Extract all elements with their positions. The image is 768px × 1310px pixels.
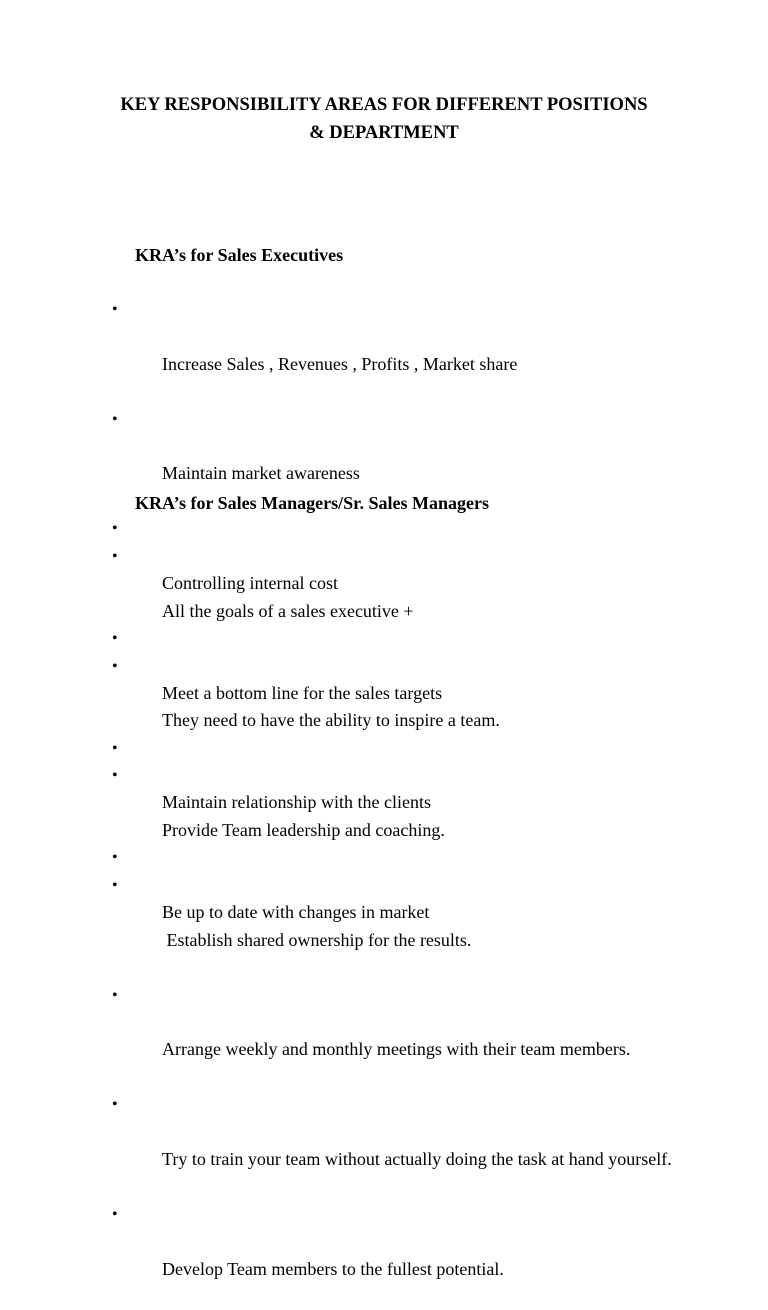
list-item-text: Increase Sales , Revenues , Profits , Market share bbox=[162, 353, 518, 374]
list-item-text: Develop Team members to the fullest potential. bbox=[162, 1258, 504, 1279]
list-item bbox=[0, 296, 675, 406]
bullet-icon: • bbox=[112, 876, 118, 894]
section-heading-sales-executives: KRA’s for Sales Executives bbox=[135, 245, 344, 265]
list-item-text: Maintain market awareness bbox=[162, 463, 360, 484]
list-item bbox=[0, 872, 675, 982]
list-item-text: Controlling internal cost bbox=[162, 573, 338, 594]
bullet-icon: • bbox=[112, 520, 118, 538]
list-item bbox=[0, 1091, 675, 1201]
list-item bbox=[0, 1201, 675, 1310]
list-item-text: All the goals of a sales executive + bbox=[162, 600, 414, 621]
bullet-icon: • bbox=[112, 1205, 118, 1223]
bullet-icon: • bbox=[112, 1096, 118, 1114]
bullet-icon: • bbox=[112, 739, 118, 757]
list-item-text: Try to train your team without actually doing the task at hand yourself. bbox=[162, 1148, 672, 1169]
list-item bbox=[0, 982, 675, 1092]
list-item-text: They need to have the ability to inspire a team. bbox=[162, 710, 500, 731]
list-item-text: Meet a bottom line for the sales targets bbox=[162, 682, 443, 703]
list-item bbox=[0, 653, 675, 763]
list-item-text: Be up to date with changes in market bbox=[162, 901, 430, 922]
list-item bbox=[0, 762, 675, 872]
list-item bbox=[0, 543, 675, 653]
list-item-text: Maintain relationship with the clients bbox=[162, 792, 431, 813]
bullet-icon: • bbox=[112, 301, 118, 318]
sales-managers-kra-list bbox=[0, 543, 768, 1310]
bullet-icon: • bbox=[112, 548, 118, 565]
bullet-icon: • bbox=[112, 410, 118, 428]
bullet-icon: • bbox=[112, 849, 118, 867]
document-title-line-2: & DEPARTMENT bbox=[309, 123, 459, 143]
document-title-line-1: KEY RESPONSIBILITY AREAS FOR DIFFERENT POSITIONS bbox=[120, 95, 648, 115]
list-item-text: Arrange weekly and monthly meetings with their team members. bbox=[162, 1039, 631, 1060]
section-heading-sales-managers: KRA’s for Sales Managers/Sr. Sales Managers bbox=[135, 493, 489, 513]
bullet-icon: • bbox=[112, 657, 118, 675]
bullet-icon: • bbox=[112, 629, 118, 647]
bullet-icon: • bbox=[112, 767, 118, 785]
list-item-text: Establish shared ownership for the results. bbox=[162, 929, 472, 950]
list-item-text: Provide Team leadership and coaching. bbox=[162, 820, 445, 841]
bullet-icon: • bbox=[112, 986, 118, 1004]
